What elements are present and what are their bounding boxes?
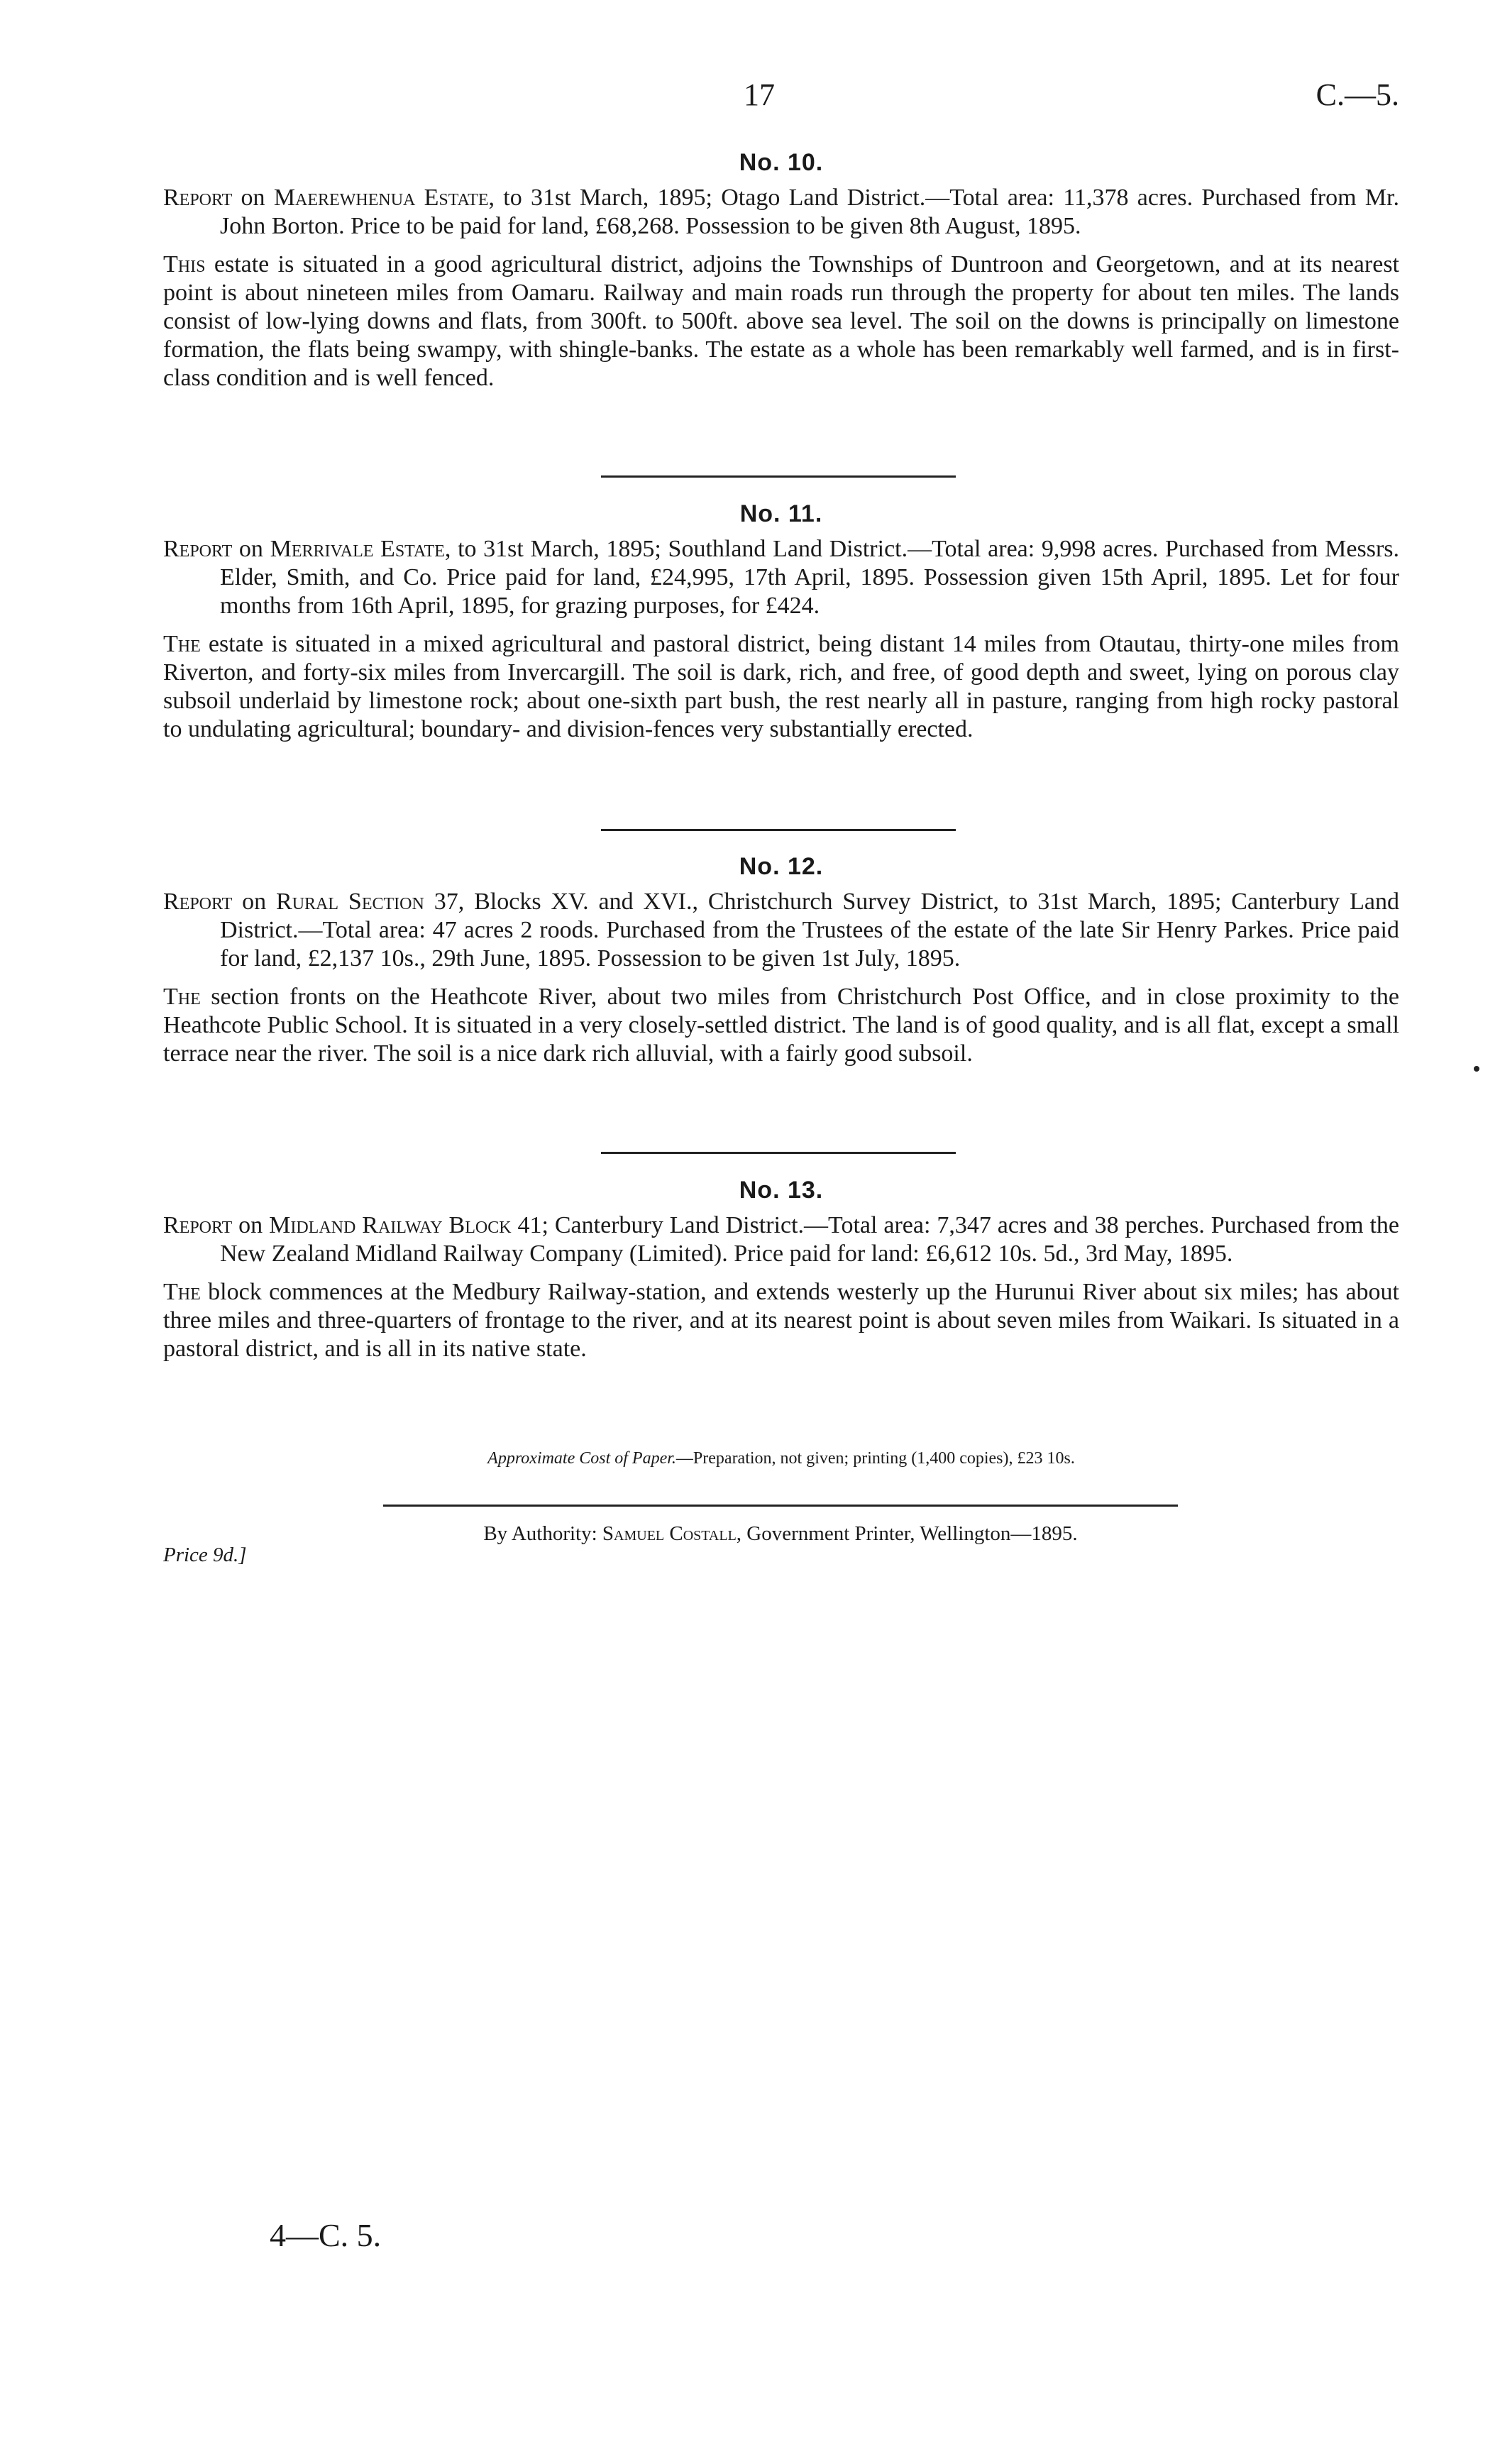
printer-name: Samuel Costall — [602, 1522, 737, 1545]
section-divider — [601, 475, 956, 478]
estate-name: Merrivale Estate — [270, 536, 445, 562]
signature-mark: 4—C. 5. — [270, 2217, 382, 2253]
section-name: Rural Section — [276, 889, 424, 915]
page-number: 17 — [744, 77, 775, 112]
print-speck — [1474, 1066, 1479, 1072]
section-number: No. 13. — [739, 1177, 824, 1204]
report-body: The block commences at the Medbury Railway-station, and extends westerly up the Hurunui River about six miles; has about three miles and three-quarters of frontage to the river, and at its nearest point is about seven miles from Waikari. Is situated in a pastoral district, and is all in its native state. — [163, 1279, 1399, 1362]
report-heading: Report on Midland Railway Block 41; Canterbury Land District.—Total area: 7,347 acres and 38 perches. Purchased from the New Zealand Midland Railway Company (Limited). Price paid for land: £6,612 10s. 5d., 3rd May, 1895. — [163, 1212, 1400, 1267]
section-divider — [601, 829, 956, 831]
section-no-13 — [163, 1177, 1399, 1363]
report-heading: Report on Rural Section 37, Blocks XV. and XVI., Christchurch Survey District, to 31st March, 1895; Canterbury Land District.—Total area: 47 acres 2 roods. Purchased from the Trustees of the estate of the late Sir Henry Parkes. Price paid for land, £2,137 10s., 29th June, 1895. Possession to be given 1st July, 1895. — [163, 889, 1399, 972]
report-heading: Report on Maerewhenua Estate, to 31st March, 1895; Otago Land District.—Total area: 11,378 acres. Purchased from Mr. John Borton. Price to be paid for land, £68,268. Possession to be given 8th August, 1895. — [163, 185, 1399, 239]
report-body: This estate is situated in a good agricultural district, adjoins the Townships of Duntroon and Georgetown, and at its nearest point is about nineteen miles from Oamaru. Railway and main roads run through the property for about ten miles. The lands consist of low-lying downs and flats, from 300ft. to 500ft. above sea level. The soil on the downs is principally on limestone formation, the flats being swampy, with shingle-banks. The estate as a whole has been remarkably well farmed, and is in first-class condition and is well fenced. — [163, 251, 1399, 391]
estate-name: Maerewhenua Estate — [273, 185, 489, 211]
report-body: The section fronts on the Heathcote River, about two miles from Christchurch Post Office, and in close proximity to the Heathcote Public School. It is situated in a very closely-settled district. The land is of good quality, and is all flat, except a small terrace near the river. The soil is a nice dark rich alluvial, with a fairly good subsoil. — [163, 984, 1399, 1067]
section-number: No. 12. — [739, 853, 824, 880]
section-number: No. 10. — [739, 149, 824, 176]
section-no-10 — [163, 149, 1399, 392]
price-note: Price 9d.] — [163, 1544, 247, 1566]
imprint-divider — [383, 1505, 1178, 1507]
approximate-cost-note: Approximate Cost of Paper.—Preparation, not given; printing (1,400 copies), £23 10s. — [487, 1449, 1075, 1468]
section-divider — [601, 1152, 956, 1154]
section-no-12 — [163, 853, 1399, 1068]
report-body: The estate is situated in a mixed agricultural and pastoral district, being distant 14 miles from Otautau, thirty-one miles from Riverton, and forty-six miles from Invercargill. The soil is dark, rich, and free, of good depth and sweet, lying on porous clay subsoil underlaid by limestone rock; about one-sixth part bush, the rest nearly all in pasture, ranging from high rocky pastoral to undulating agricultural; boundary- and division-fences very substantially erected. — [163, 631, 1399, 742]
report-heading: Report on Merrivale Estate, to 31st March, 1895; Southland Land District.—Total area: 9,998 acres. Purchased from Messrs. Elder, Smith, and Co. Price paid for land, £24,995, 17th April, 1895. Possession given 15th April, 1895. Let for four months from 16th April, 1895, for grazing purposes, for £424. — [163, 536, 1400, 619]
section-no-11 — [163, 500, 1399, 744]
section-number: No. 11. — [739, 500, 823, 527]
printer-imprint: By Authority: Samuel Costall, Government Printer, Wellington—1895. — [483, 1522, 1078, 1545]
block-name: Midland Railway Block — [269, 1212, 512, 1238]
document-reference: C.—5. — [1316, 77, 1399, 112]
